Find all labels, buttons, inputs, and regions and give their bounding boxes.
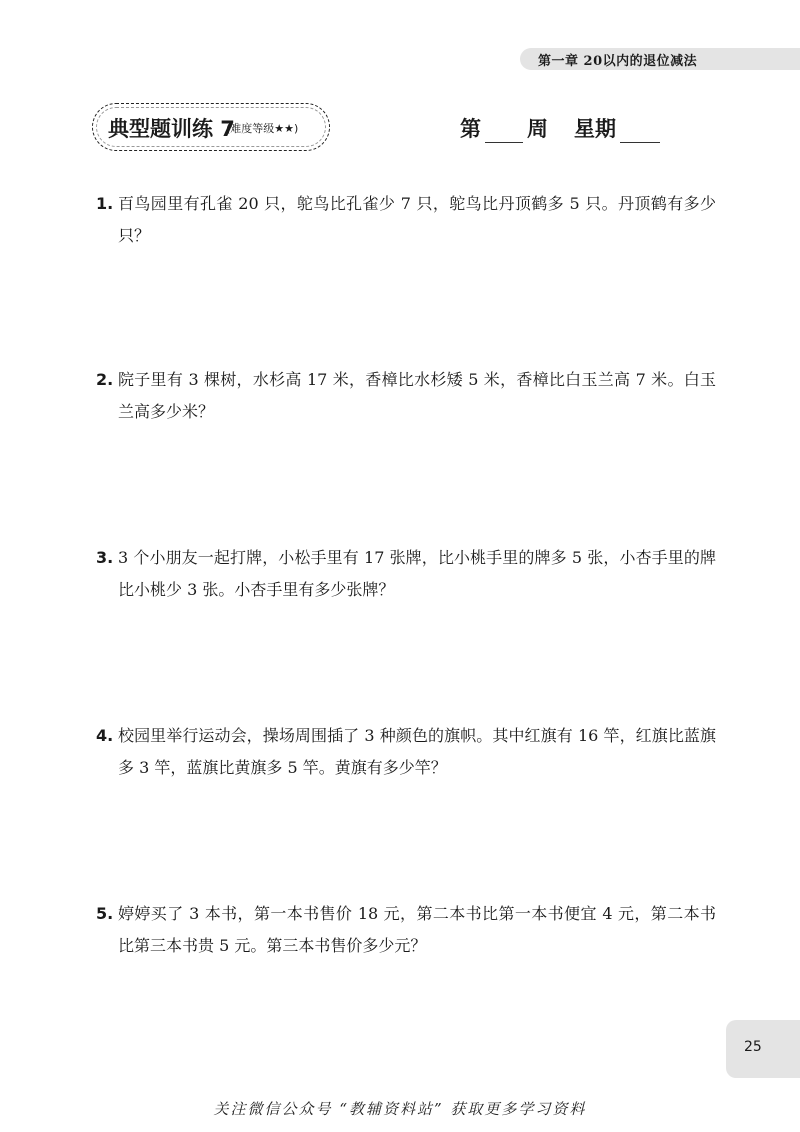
problem-item: [96, 364, 716, 428]
problem-item: [96, 720, 716, 784]
page-number: 25: [744, 1039, 762, 1055]
weekday-label: 星期: [574, 117, 616, 141]
week-suffix-label: 周: [527, 117, 548, 141]
problem-text: 婷婷买了 3 本书，第一本书售价 18 元，第二本书比第一本书便宜 4 元，第二本书比第三本书贵 5 元。第三本书售价多少元？: [118, 904, 716, 955]
problem-item: [96, 542, 716, 606]
page-number-tab: [726, 1020, 800, 1078]
week-prefix-label: 第: [460, 117, 481, 141]
problem-number: 2.: [96, 370, 114, 389]
weekday-blank: [620, 120, 660, 143]
problem-text: 院子里有 3 棵树，水杉高 17 米，香樟比水杉矮 5 米，香樟比白玉兰高 7 米。白玉兰高多少米？: [118, 370, 716, 421]
problem-number: 5.: [96, 904, 114, 923]
problem-number: 3.: [96, 548, 114, 567]
problem-text: 百鸟园里有孔雀 20 只，鸵鸟比孔雀少 7 只，鸵鸟比丹顶鹤多 5 只。丹顶鹤有多少只？: [118, 194, 716, 245]
footer-note: 关注微信公众号 “教辅资料站” 获取更多学习资料: [213, 1100, 587, 1118]
problem-item: [96, 188, 716, 252]
difficulty-rating: (难度等级★★): [226, 122, 299, 135]
section-title: 典型题训练 7: [108, 117, 235, 141]
schedule-line: [460, 113, 664, 143]
problem-text: 3 个小朋友一起打牌，小松手里有 17 张牌，比小桃手里的牌多 5 张，小杏手里的牌比小桃少 3 张。小杏手里有多少张牌？: [118, 548, 716, 599]
chapter-title: 第一章 20以内的退位减法: [538, 54, 698, 69]
problem-number: 4.: [96, 726, 114, 745]
problem-number: 1.: [96, 194, 114, 213]
week-blank: [485, 120, 523, 143]
problem-item: [96, 898, 716, 962]
problem-text: 校园里举行运动会，操场周围插了 3 种颜色的旗帜。其中红旗有 16 竿，红旗比蓝旗多 3 竿，蓝旗比黄旗多 5 竿。黄旗有多少竿？: [118, 726, 716, 777]
